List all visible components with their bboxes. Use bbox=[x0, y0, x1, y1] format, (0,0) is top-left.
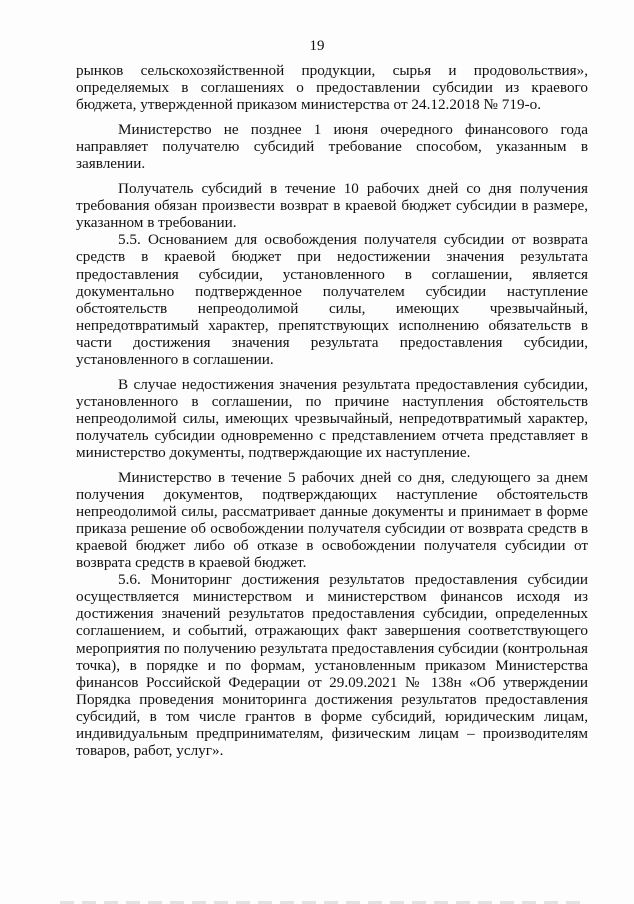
paragraph-section-5-6: 5.6. Мониторинг достижения результатов предоставления субсидии осуществляется министерством и министерством финансов исходя из достижения значений результатов предоставления субсидии, определенных соглашением, и событий, отражающих факт завершения соответствующего мероприятия по получению результата предоставления субсидии (контрольная точка), в порядке и по формам, установленным приказом Министерства финансов Российской Федерации от 29.09.2021 № 138н «Об утверждении Порядка проведения мониторинга достижения результатов предоставления субсидий, в том числе грантов в форме субсидий, юридическим лицам, индивидуальным предпринимателям, физическим лицам – производителям товаров, работ, услуг». bbox=[76, 571, 588, 759]
paragraph-ministry-decision: Министерство в течение 5 рабочих дней со дня, следующего за днем получения документов, подтверждающих наступление обстоятельств непреодолимой силы, рассматривает данные документы и принимает в форме приказа решение об освобождении получателя субсидии от возврата средств в краевой бюджет либо об отказе в освобождении получателя субсидии от возврата средств в краевой бюджет. bbox=[76, 469, 588, 572]
document-body bbox=[76, 62, 588, 759]
paragraph-continuation: рынков сельскохозяйственной продукции, сырья и продовольствия», определяемых в соглашениях о предоставлении субсидии из краевого бюджета, утвержденной приказом министерства от 24.12.2018 № 719-о. bbox=[76, 62, 588, 114]
paragraph-section-5-5: 5.5. Основанием для освобождения получателя субсидии от возврата средств в краевой бюджет при недостижении значения результата предоставления субсидии, установленного в соглашении, является документально подтвержденное получателем субсидии наступление обстоятельств непреодолимой силы, имеющих чрезвычайный, непредотвратимый характер, препятствующих исполнению обязательств в части достижения значения результата предоставления субсидии, установленного в соглашении. bbox=[76, 231, 588, 368]
page-number: 19 bbox=[309, 38, 325, 54]
paragraph-refund-obligation: Получатель субсидий в течение 10 рабочих дней со дня получения требования обязан произвести возврат в краевой бюджет субсидии в размере, указанном в требовании. bbox=[76, 180, 588, 232]
paragraph-ministry-deadline: Министерство не позднее 1 июня очередного финансового года направляет получателю субсидий требование способом, указанным в заявлении. bbox=[76, 121, 588, 173]
paragraph-force-majeure-report: В случае недостижения значения результата предоставления субсидии, установленного в соглашении, по причине наступления обстоятельств непреодолимой силы, имеющих чрезвычайный, непредотвратимый характер, получатель субсидии одновременно с представлением отчета представляет в министерство документы, подтверждающие их наступление. bbox=[76, 375, 588, 461]
